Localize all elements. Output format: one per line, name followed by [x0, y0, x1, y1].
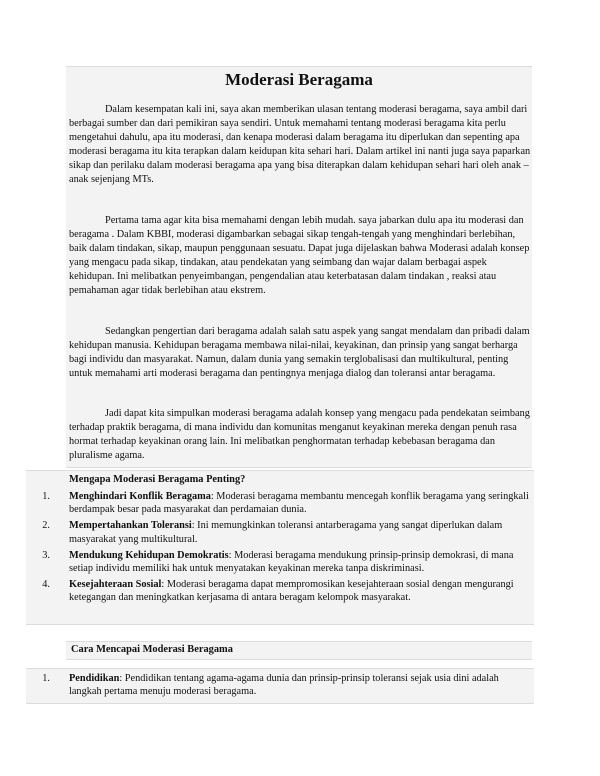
list-text: : Moderasi beragama membantu mencegah konflik beragama yang seringkali berdampak besar pada masyarakat dan perdamaian dunia.: [69, 491, 529, 516]
definition-paragraph: Pertama tama agar kita bisa memahami dengan lebih mudah. saya jabarkan dulu apa itu moderasi dan beragama . Dalam KBBI, moderasi digambarkan sebagai sikap tengah-tengah yang menghindari berlebihan, baik dalam tindakan, sikap, maupun penggunaan sesuatu. Dapat juga dijelaskan bahwa Moderasi adalah konsep yang mengacu pada sikap, tindakan, atau pendekatan yang seimbang dan wajar dalam berbagai aspek kehidupan. Ini melibatkan penyeimbangan, pengendalian atau keterbatasan dalam tindakan , reaksi atau pemahaman agar tidak berlebihan atau ekstrem.: [69, 215, 530, 296]
list-term: Menghindari Konflik Beragama: [69, 491, 211, 502]
list-term: Mempertahankan Toleransi: [69, 520, 192, 532]
list-item: [30, 672, 532, 698]
list-number: 1.: [42, 491, 50, 502]
list-term: Kesejahteraan Sosial: [69, 579, 162, 591]
list-number: 3.: [42, 549, 50, 561]
list-item: [30, 519, 532, 545]
intro-paragraph: Dalam kesempatan kali ini, saya akan memberikan ulasan tentang moderasi beragama, saya ambil dari berbagai sumber dan dari pemikiran saya sendiri. Untuk memahami tentang moderasi beragama kita perlu mengetahui dahulu, apa itu moderasi, dan kenapa moderasi dalam beragama itu diperlukan dan sepenting apa moderasi beragama itu kita terapkan dalam keidupan kita sehari hari. Dalam artikel ini nanti juga saya paparkan sikap dan perilaku dalam moderasi beragama apa yang bisa diterapkan dalam kehidupan sehari hari oleh anak – anak sejenjang MTs.: [69, 104, 531, 185]
conclusion-paragraph: Jadi dapat kita simpulkan moderasi beragama adalah konsep yang mengacu pada pendekatan seimbang terhadap praktik beragama, di mana individu dan komunitas menganut keyakinan mereka dengan penuh rasa hormat terhadap keyakinan orang lain. Ini melibatkan penghormatan terhadap kebebasan beragama dan pluralisme agama.: [69, 408, 530, 461]
list-text: : Moderasi beragama dapat mempromosikan kesejahteraan sosial dengan mengurangi ketegangan dan meningkatkan kerjasama di antara beragam kelompok masyarakat.: [69, 579, 514, 604]
importance-list: [30, 490, 532, 608]
section2-heading: Cara Mencapai Moderasi Beragama: [71, 644, 233, 655]
list-term: Pendidikan: [69, 673, 120, 684]
list-item: [30, 549, 532, 575]
steps-list: [30, 672, 532, 701]
list-number: 1.: [42, 673, 50, 684]
list-term: Mendukung Kehidupan Demokratis: [69, 549, 229, 561]
list-item: [30, 490, 532, 516]
beragama-paragraph: Sedangkan pengertian dari beragama adalah salah satu aspek yang sangat mendalam dan pribadi dalam kehidupan manusia. Kehidupan beragama membawa nilai-nilai, keyakinan, dan prinsip yang sangat berharga bagi individu dan masyarakat. Namun, dalam dunia yang semakin terglobalisasi dan multikultural, penting untuk memahami arti moderasi beragama dan pentingnya menjaga dialog dan toleransi antar beragama.: [69, 326, 530, 379]
list-item: [30, 578, 532, 604]
list-number: 2.: [42, 520, 50, 532]
section1-heading: Mengapa Moderasi Beragama Penting?: [69, 474, 246, 485]
list-number: 4.: [42, 579, 50, 591]
list-text: : Moderasi beragama mendukung prinsip-prinsip demokrasi, di mana setiap individu memiliki hak untuk menyatakan keyakinan mereka tanpa diskriminasi.: [69, 549, 514, 575]
page-title: Moderasi Beragama: [225, 70, 373, 89]
list-text: : Ini memungkinkan toleransi antarberagama yang sangat diperlukan dalam masyarakat yang multikultural.: [69, 520, 503, 545]
list-text: : Pendidikan tentang agama-agama dunia dan prinsip-prinsip toleransi sejak usia dini adalah langkah pertama menuju moderasi beragama.: [69, 673, 499, 698]
